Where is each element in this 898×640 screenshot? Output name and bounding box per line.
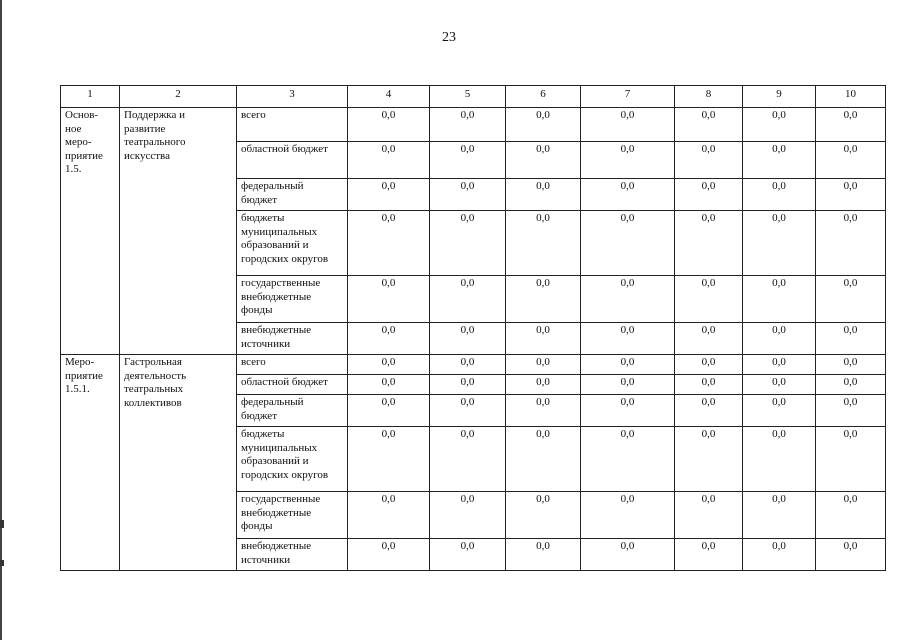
value-cell: 0,0	[430, 355, 506, 375]
value-cell: 0,0	[581, 492, 675, 539]
value-cell: 0,0	[506, 142, 581, 179]
value-cell: 0,0	[675, 211, 743, 276]
value-cell: 0,0	[581, 323, 675, 355]
value-cell: 0,0	[675, 375, 743, 395]
funding-source: областной бюджет	[237, 142, 348, 179]
value-cell: 0,0	[743, 395, 816, 427]
header-cell: 8	[675, 86, 743, 108]
value-cell: 0,0	[743, 108, 816, 142]
value-cell: 0,0	[743, 375, 816, 395]
value-cell: 0,0	[430, 492, 506, 539]
value-cell: 0,0	[430, 427, 506, 492]
table-row	[61, 108, 886, 142]
value-cell: 0,0	[816, 108, 886, 142]
value-cell: 0,0	[348, 355, 430, 375]
header-cell: 1	[61, 86, 120, 108]
value-cell: 0,0	[348, 211, 430, 276]
value-cell: 0,0	[506, 179, 581, 211]
value-cell: 0,0	[675, 539, 743, 571]
scan-artifact	[0, 520, 4, 528]
header-row	[61, 86, 886, 108]
header-cell: 4	[348, 86, 430, 108]
value-cell: 0,0	[506, 539, 581, 571]
value-cell: 0,0	[675, 355, 743, 375]
value-cell: 0,0	[816, 179, 886, 211]
budget-table	[60, 85, 886, 571]
value-cell: 0,0	[816, 539, 886, 571]
page-number: 23	[442, 30, 456, 45]
value-cell: 0,0	[430, 539, 506, 571]
value-cell: 0,0	[430, 276, 506, 323]
value-cell: 0,0	[675, 427, 743, 492]
value-cell: 0,0	[581, 375, 675, 395]
funding-source: всего	[237, 108, 348, 142]
value-cell: 0,0	[581, 179, 675, 211]
value-cell: 0,0	[430, 395, 506, 427]
value-cell: 0,0	[348, 395, 430, 427]
value-cell: 0,0	[675, 276, 743, 323]
value-cell: 0,0	[430, 211, 506, 276]
value-cell: 0,0	[816, 375, 886, 395]
value-cell: 0,0	[816, 492, 886, 539]
value-cell: 0,0	[581, 108, 675, 142]
value-cell: 0,0	[430, 323, 506, 355]
value-cell: 0,0	[506, 211, 581, 276]
activity-name: Поддержка и развитие театрального искусства	[120, 108, 237, 355]
value-cell: 0,0	[506, 276, 581, 323]
value-cell: 0,0	[348, 179, 430, 211]
value-cell: 0,0	[675, 179, 743, 211]
value-cell: 0,0	[743, 539, 816, 571]
value-cell: 0,0	[816, 211, 886, 276]
header-cell: 2	[120, 86, 237, 108]
value-cell: 0,0	[506, 427, 581, 492]
activity-name: Гастрольная деятельность театральных коллективов	[120, 355, 237, 571]
value-cell: 0,0	[430, 375, 506, 395]
value-cell: 0,0	[816, 276, 886, 323]
value-cell: 0,0	[675, 395, 743, 427]
value-cell: 0,0	[743, 323, 816, 355]
value-cell: 0,0	[743, 142, 816, 179]
value-cell: 0,0	[743, 427, 816, 492]
value-cell: 0,0	[348, 427, 430, 492]
value-cell: 0,0	[743, 179, 816, 211]
value-cell: 0,0	[506, 108, 581, 142]
value-cell: 0,0	[430, 142, 506, 179]
value-cell: 0,0	[348, 108, 430, 142]
funding-source: внебюджетные источники	[237, 323, 348, 355]
value-cell: 0,0	[816, 142, 886, 179]
table-row	[61, 355, 886, 375]
value-cell: 0,0	[348, 276, 430, 323]
value-cell: 0,0	[506, 323, 581, 355]
value-cell: 0,0	[506, 395, 581, 427]
funding-source: государственные внебюджетные фонды	[237, 492, 348, 539]
value-cell: 0,0	[348, 323, 430, 355]
value-cell: 0,0	[675, 108, 743, 142]
value-cell: 0,0	[675, 142, 743, 179]
value-cell: 0,0	[506, 375, 581, 395]
value-cell: 0,0	[348, 142, 430, 179]
value-cell: 0,0	[675, 323, 743, 355]
value-cell: 0,0	[506, 355, 581, 375]
header-cell: 6	[506, 86, 581, 108]
value-cell: 0,0	[743, 276, 816, 323]
value-cell: 0,0	[816, 323, 886, 355]
value-cell: 0,0	[348, 375, 430, 395]
header-cell: 7	[581, 86, 675, 108]
value-cell: 0,0	[743, 211, 816, 276]
value-cell: 0,0	[581, 142, 675, 179]
header-cell: 10	[816, 86, 886, 108]
value-cell: 0,0	[348, 539, 430, 571]
activity-code: Меро- приятие 1.5.1.	[61, 355, 120, 571]
value-cell: 0,0	[430, 179, 506, 211]
activity-code: Основ- ное меро- приятие 1.5.	[61, 108, 120, 355]
value-cell: 0,0	[581, 276, 675, 323]
value-cell: 0,0	[675, 492, 743, 539]
header-cell: 5	[430, 86, 506, 108]
value-cell: 0,0	[581, 539, 675, 571]
funding-source: всего	[237, 355, 348, 375]
funding-source: федеральный бюджет	[237, 395, 348, 427]
funding-source: государственные внебюджетные фонды	[237, 276, 348, 323]
header-cell: 9	[743, 86, 816, 108]
value-cell: 0,0	[743, 492, 816, 539]
header-cell: 3	[237, 86, 348, 108]
value-cell: 0,0	[816, 427, 886, 492]
value-cell: 0,0	[430, 108, 506, 142]
scan-artifact	[0, 560, 4, 566]
funding-source: бюджеты муниципальных образований и городских округов	[237, 211, 348, 276]
page-left-edge	[0, 0, 2, 640]
value-cell: 0,0	[581, 395, 675, 427]
value-cell: 0,0	[581, 211, 675, 276]
funding-source: областной бюджет	[237, 375, 348, 395]
value-cell: 0,0	[816, 355, 886, 375]
funding-source: бюджеты муниципальных образований и городских округов	[237, 427, 348, 492]
value-cell: 0,0	[743, 355, 816, 375]
value-cell: 0,0	[816, 395, 886, 427]
funding-source: внебюджетные источники	[237, 539, 348, 571]
value-cell: 0,0	[348, 492, 430, 539]
value-cell: 0,0	[581, 355, 675, 375]
funding-source: федеральный бюджет	[237, 179, 348, 211]
value-cell: 0,0	[581, 427, 675, 492]
value-cell: 0,0	[506, 492, 581, 539]
